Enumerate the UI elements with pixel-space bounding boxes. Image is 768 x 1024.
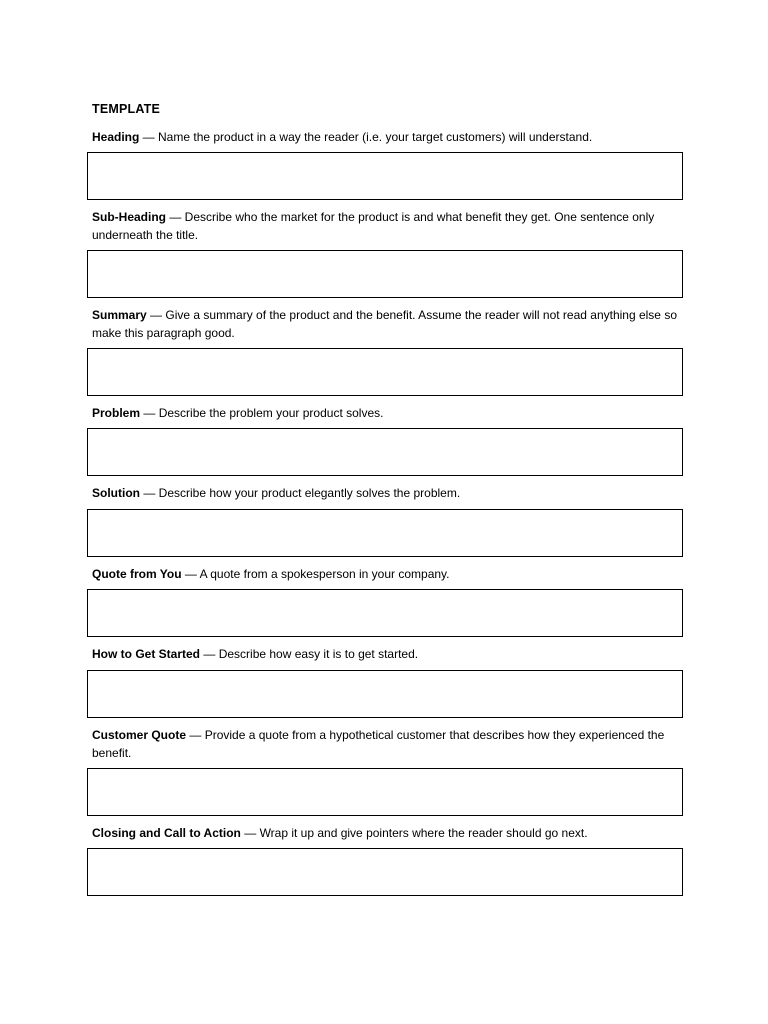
section-prompt	[92, 307, 682, 342]
section-label: Summary	[92, 308, 147, 322]
separator: —	[139, 130, 159, 144]
section-description: Provide a quote from a hypothetical customer that describes how they experienced the benefit.	[92, 728, 665, 760]
separator: —	[181, 567, 200, 581]
section-prompt	[92, 129, 682, 147]
separator: —	[186, 728, 205, 742]
section-label: Heading	[92, 130, 140, 144]
section-label: How to Get Started	[92, 647, 201, 661]
section-prompt	[92, 485, 682, 503]
answer-box-heading[interactable]	[87, 152, 683, 200]
answer-box-how-to-get-started[interactable]	[87, 670, 683, 718]
section-description: Describe how your product elegantly solves the problem.	[158, 486, 461, 500]
section-prompt	[92, 566, 682, 584]
section-prompt	[92, 405, 682, 423]
section-prompt	[92, 646, 682, 664]
answer-box-quote-from-you[interactable]	[87, 589, 683, 637]
document-title: TEMPLATE	[92, 102, 161, 116]
separator: —	[140, 486, 159, 500]
section-description: A quote from a spokesperson in your company.	[199, 567, 450, 581]
section-label: Solution	[92, 486, 140, 500]
section-label: Problem	[92, 406, 141, 420]
separator: —	[140, 406, 159, 420]
section-label: Customer Quote	[92, 728, 187, 742]
section-label: Quote from You	[92, 567, 182, 581]
section-label: Closing and Call to Action	[92, 826, 241, 840]
separator: —	[200, 647, 219, 661]
section-description: Describe how easy it is to get started.	[218, 647, 419, 661]
section-description: Wrap it up and give pointers where the reader should go next.	[259, 826, 588, 840]
section-prompt	[92, 727, 682, 762]
separator: —	[146, 308, 166, 322]
answer-box-summary[interactable]	[87, 348, 683, 396]
answer-box-solution[interactable]	[87, 509, 683, 557]
answer-box-customer-quote[interactable]	[87, 768, 683, 816]
answer-box-closing-call-to-action[interactable]	[87, 848, 683, 896]
section-prompt	[92, 825, 682, 843]
section-description: Name the product in a way the reader (i.e. your target customers) will understand.	[158, 130, 593, 144]
section-description: Describe the problem your product solves.	[158, 406, 384, 420]
answer-box-sub-heading[interactable]	[87, 250, 683, 298]
section-description: Give a summary of the product and the benefit. Assume the reader will not read anything else so make this paragraph good.	[92, 308, 677, 340]
section-prompt	[92, 209, 682, 244]
separator: —	[240, 826, 260, 840]
answer-box-problem[interactable]	[87, 428, 683, 476]
section-description: Describe who the market for the product is and what benefit they get. One sentence only underneath the title.	[92, 210, 655, 242]
separator: —	[166, 210, 185, 224]
section-label: Sub-Heading	[92, 210, 166, 224]
